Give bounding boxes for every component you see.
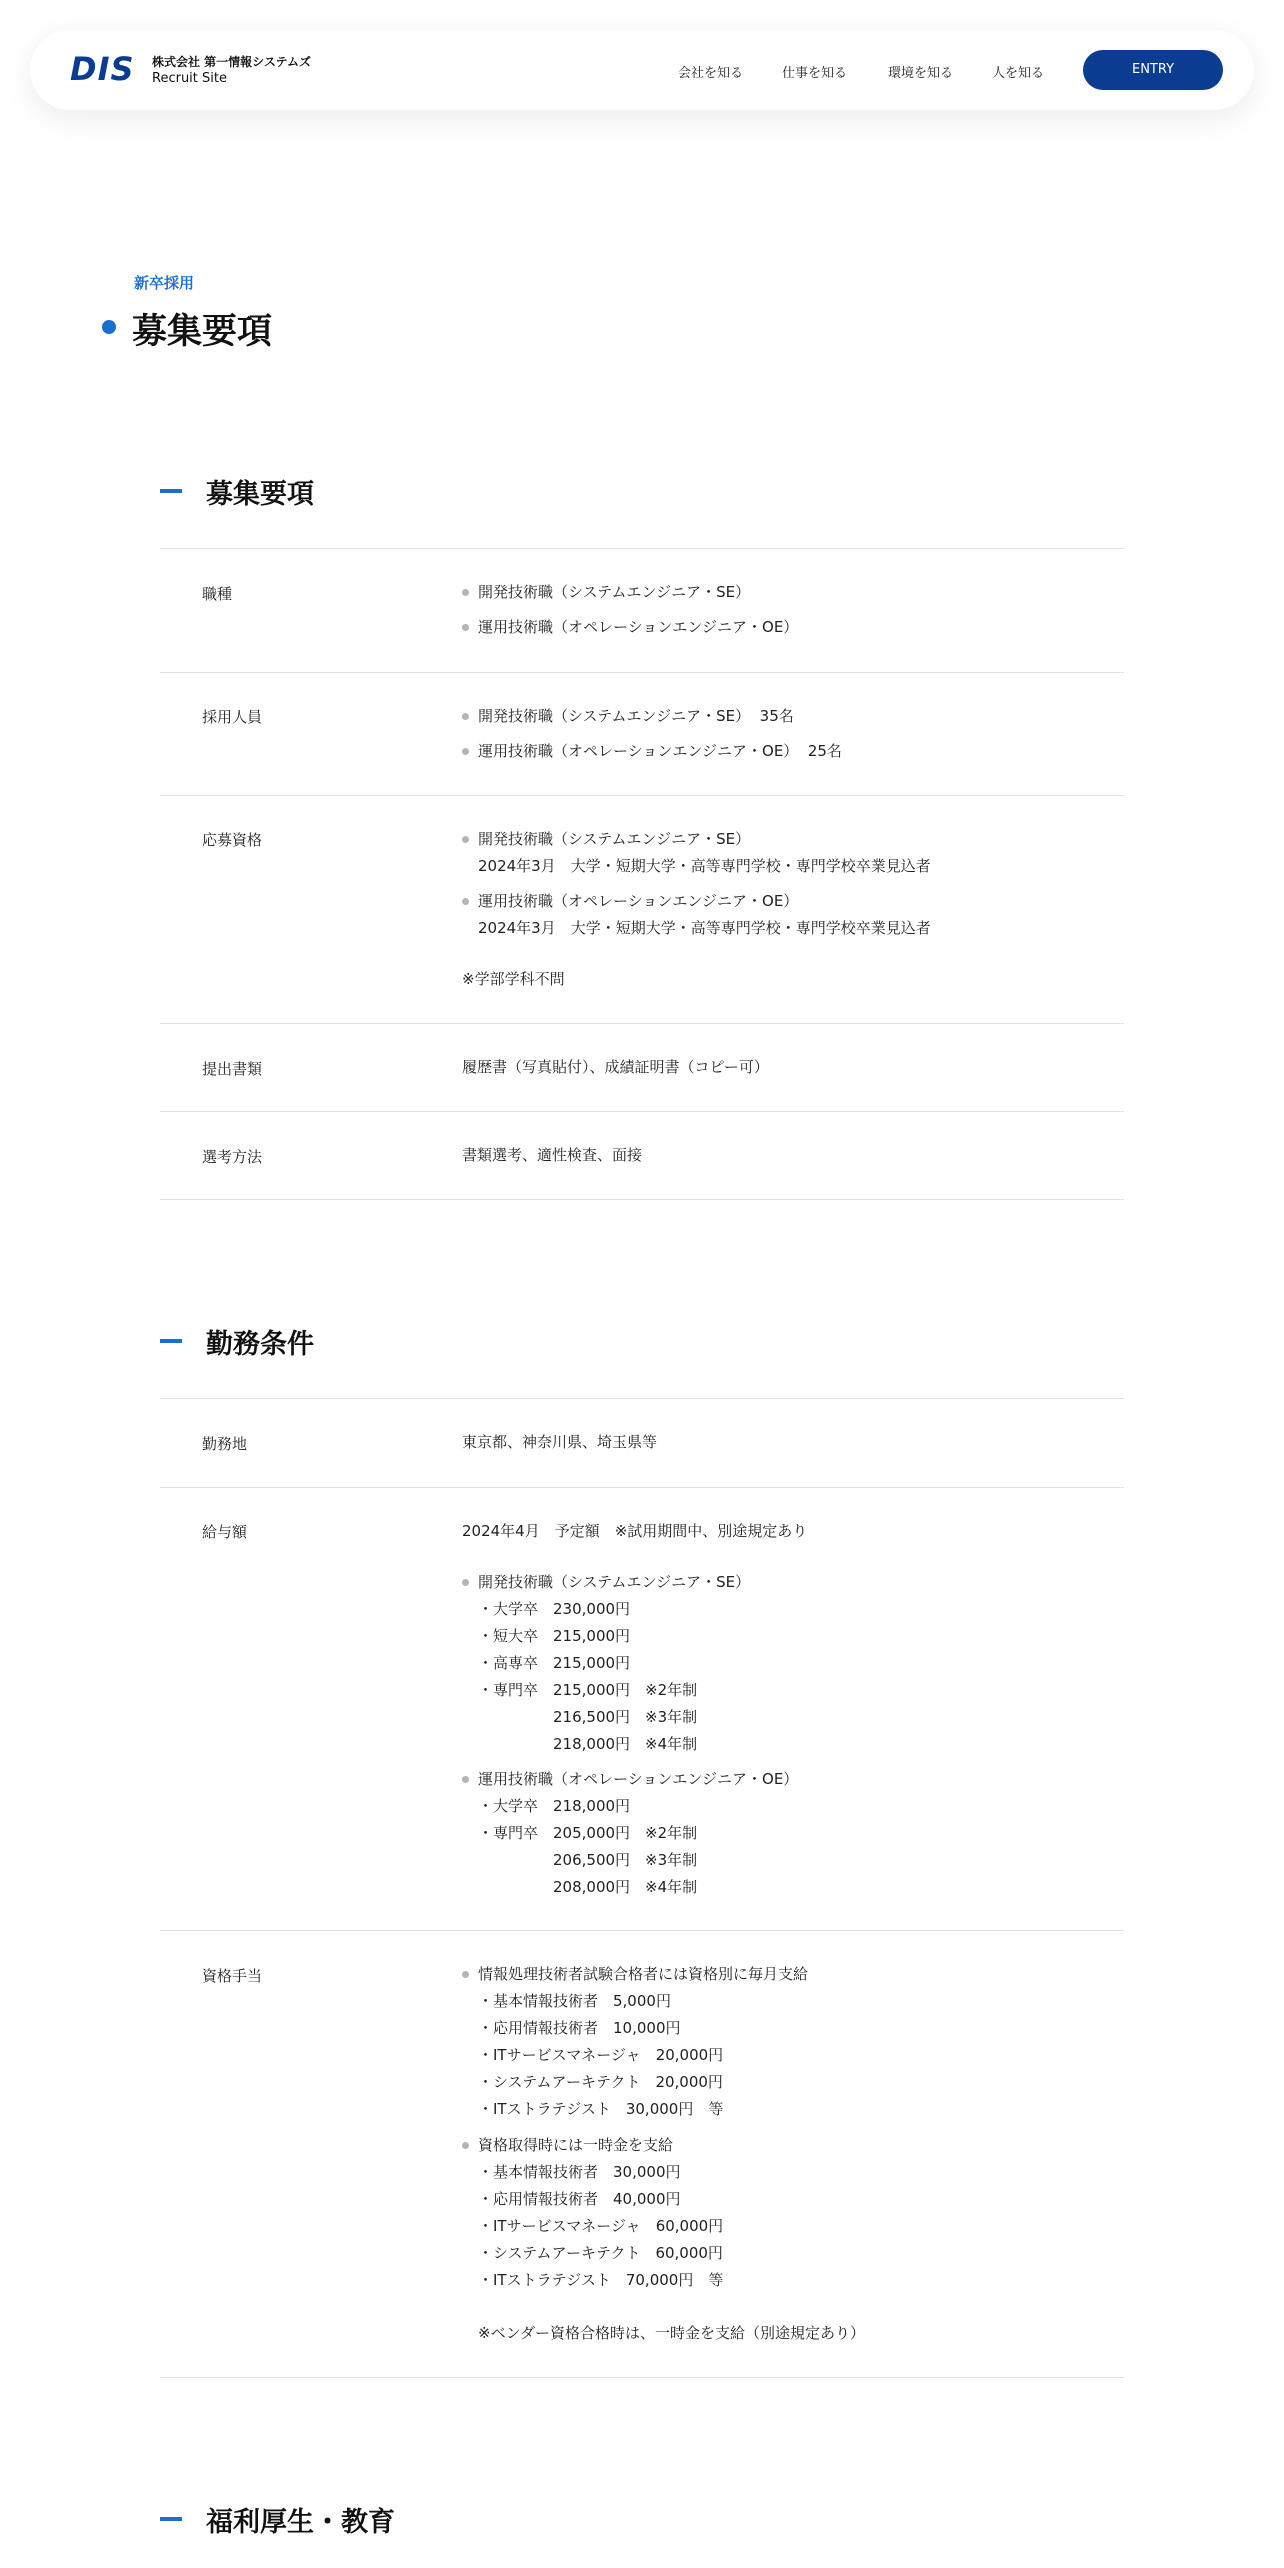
place-value: 東京都、神奈川県、埼玉県等 [462,1433,658,1451]
page-title: 募集要項 [132,312,273,352]
row-label-documents: 提出書類 [202,1060,263,1078]
row-label-salary: 給与額 [202,1523,248,1541]
nav-people[interactable]: 人を知る [992,66,1045,81]
bullet-icon [462,624,469,631]
dash-icon [160,2517,182,2521]
salary-heading: 2024年4月 予定額 ※試用期間中、別途規定あり [462,1522,808,1540]
section-title: 募集要項 [206,479,314,510]
bullet-icon [462,748,469,755]
divider [160,672,1124,673]
dash-icon [160,489,182,493]
divider [160,2377,1124,2378]
documents-value: 履歴書（写真貼付）、成績証明書（コピー可） [462,1058,769,1076]
company-name: 株式会社 第一情報システムズ [152,55,311,69]
section-title: 福利厚生・教育 [206,2507,395,2538]
divider [160,1487,1124,1488]
count-item: 開発技術職（システムエンジニア・SE） 35名 [478,707,794,725]
dash-icon [160,1339,182,1343]
page-subtitle: 新卒採用 [134,274,195,292]
salary-se: 開発技術職（システムエンジニア・SE） ・大学卒 230,000円 ・短大卒 215,000円 ・高専卒 215,000円 ・専門卒 215,000円 ※2年制 216,500円 ※3年制 218,000円 ※4年制 [478,1573,751,1753]
count-item: 運用技術職（オペレーションエンジニア・OE） 25名 [478,742,842,760]
bullet-icon [462,1776,469,1783]
row-label-place: 勤務地 [202,1435,248,1453]
dis-logo[interactable]: DIS [70,50,135,88]
bullet-icon [462,713,469,720]
divider [160,1023,1124,1024]
nav-environment[interactable]: 環境を知る [888,66,954,81]
entry-button[interactable]: ENTRY [1083,50,1223,90]
section-title: 勤務条件 [206,1329,314,1360]
site-header [30,30,1254,110]
bullet-icon [462,836,469,843]
row-label-allowance: 資格手当 [202,1967,263,1985]
allowance-note: ※ベンダー資格合格時は、一時金を支給（別途規定あり） [478,2324,865,2342]
row-label-method: 選考方法 [202,1148,263,1166]
divider [160,1199,1124,1200]
bullet-icon [462,1971,469,1978]
logo-text[interactable] [152,54,311,88]
site-name: Recruit Site [152,71,227,86]
divider [160,795,1124,796]
nav-company[interactable]: 会社を知る [678,66,744,81]
job-item: 開発技術職（システムエンジニア・SE） [478,583,751,601]
allowance-lump-sum: 資格取得時には一時金を支給 ・基本情報技術者 30,000円 ・応用情報技術者 40,000円 ・ITサービスマネージャ 60,000円 ・システムアーキテクト 60,000円 ・ITストラテジスト 70,000円 等 [478,2136,724,2289]
salary-oe: 運用技術職（オペレーションエンジニア・OE） ・大学卒 218,000円 ・専門卒 205,000円 ※2年制 206,500円 ※3年制 208,000円 ※4年制 [478,1770,799,1896]
divider [160,1111,1124,1112]
divider [160,548,1124,549]
row-label-job: 職種 [202,585,233,603]
method-value: 書類選考、適性検査、面接 [462,1146,643,1164]
qualification-note: ※学部学科不問 [462,970,565,988]
qualification-item: 開発技術職（システムエンジニア・SE） 2024年3月 大学・短期大学・高等専門学校・専門学校卒業見込者 [478,830,931,875]
qualification-item: 運用技術職（オペレーションエンジニア・OE） 2024年3月 大学・短期大学・高等専門学校・専門学校卒業見込者 [478,892,931,937]
job-item: 運用技術職（オペレーションエンジニア・OE） [478,618,799,636]
bullet-icon [462,2142,469,2149]
title-dot-icon [102,320,116,334]
divider [160,1930,1124,1931]
bullet-icon [462,1579,469,1586]
row-label-qualification: 応募資格 [202,831,263,849]
bullet-icon [462,898,469,905]
bullet-icon [462,589,469,596]
nav-work[interactable]: 仕事を知る [782,66,848,81]
allowance-monthly: 情報処理技術者試験合格者には資格別に毎月支給 ・基本情報技術者 5,000円 ・応用情報技術者 10,000円 ・ITサービスマネージャ 20,000円 ・システムアーキテクト 20,000円 ・ITストラテジスト 30,000円 等 [478,1965,809,2118]
divider [160,1398,1124,1399]
row-label-count: 採用人員 [202,708,263,726]
